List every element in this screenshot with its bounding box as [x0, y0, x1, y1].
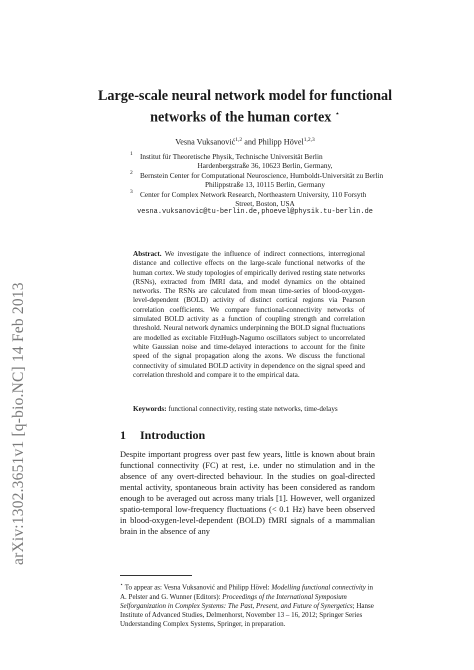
paper-title: [90, 88, 400, 127]
abstract-label: Abstract.: [133, 250, 162, 258]
title-footnote-mark: ⋆: [334, 109, 340, 118]
abstract: [133, 250, 365, 380]
affiliation-line: Bernstein Center for Computational Neuroscience, Humboldt-Universität zu Berlin: [140, 170, 384, 180]
affiliation-line: Center for Complex Network Research, Northeastern University, 110 Forsyth: [140, 189, 367, 199]
author-emails[interactable]: vesna.vuksanovic@tu-berlin.de,phoevel@physik.tu-berlin.de: [137, 208, 373, 217]
footnote-lead: To appear as: Vesna Vuksanović and Philipp Hövel:: [124, 583, 272, 592]
author-name: Vesna Vuksanović: [175, 137, 236, 147]
title-line-2: networks of the human cortex: [150, 109, 332, 126]
footnote-italic: Proceedings of the International Symposium Selforganization in Complex Systems: The Past, Present, and Future of Synergetics: [120, 592, 353, 610]
affiliation: [130, 190, 390, 209]
introduction-paragraph: Despite important progress over past few years, little is known about brain functional connectivity (FC) at rest, i.e. under no stimulation and in the absence of any overt-directed behaviour. In the studies on goal-directed mental activity, spontaneous brain activity has been considered as random enough to be averaged out across many trials [1]. However, well organized spatio-temporal low-frequency fluctuations (< 0.1 Hz) have been observed in blood-oxygen-level-dependent (BOLD) fMRI signals of a mammalian brain in the absence of any: [120, 450, 375, 536]
author-name: Philipp Hövel: [258, 137, 304, 147]
author-connector: and: [244, 137, 257, 147]
affiliation: [130, 152, 390, 171]
section-title: Introduction: [140, 428, 206, 442]
section-heading: [120, 428, 205, 443]
keywords: [133, 405, 373, 413]
keywords-label: Keywords:: [133, 405, 167, 413]
affiliation-line: Street, Boston, USA: [235, 199, 295, 209]
introduction-body: [120, 449, 375, 537]
title-line-1: Large-scale neural network model for functional: [97, 88, 393, 104]
affiliation-number: 2: [130, 169, 133, 176]
section-number: 1: [120, 428, 126, 442]
affiliation-line: Institut für Theoretische Physik, Technische Universität Berlin: [140, 152, 323, 161]
affiliation: [130, 171, 390, 190]
abstract-text: We investigate the influence of indirect connections, interregional distance and collective effects on the large-scale functional networks of the human cortex. We study topologies of empirically derived resting state networks (RSNs), extracted from fMRI data, and model dynamics on the obtained networks. The RSNs are calculated from mean time-series of blood-oxygen-level-dependent (BOLD) activity of distinct cortical regions via Pearson correlation coefficients. We compare functional-connectivity networks of simulated BOLD activity as a function of coupling strength and correlation threshold. Neural network dynamics underpinning the BOLD signal fluctuations are modelled as excitable FitzHugh-Nagumo oscillators subject to uncorrelated white Gaussian noise and time-delayed interactions to account for the finite speed of the signal propagation along the axons. We discuss the functional connectivity of simulated BOLD activity in dependence on the signal speed and correlation threshold and compare it to the empirical data.: [133, 250, 365, 379]
affiliation-line: Philippstraße 13, 10115 Berlin, Germany: [204, 180, 326, 190]
affiliation-list: [130, 152, 390, 218]
footnote-italic: Modelling functional connectivity: [271, 583, 366, 592]
arxiv-identifier: arXiv:1302.3651v1 [q-bio.NC] 14 Feb 2013: [10, 282, 27, 565]
footnote: [120, 581, 375, 629]
affiliation-number: 3: [130, 188, 133, 195]
footnote-text: in A. Pelster and G. Wunner (Editors):: [120, 583, 374, 601]
footnote-text: ; Hanse Institute of Advanced Studies, Delmenhorst, November 13 – 16, 2012; Springer Series Understanding Complex Systems, Springer, in preparation.: [120, 601, 374, 629]
author-affiliation-marks: 1,2,3: [303, 137, 315, 143]
affiliation-line: Hardenbergstraße 36, 10623 Berlin, Germany,: [197, 161, 333, 171]
author-affiliation-marks: 1,2: [235, 137, 243, 143]
author-list: [80, 137, 410, 147]
affiliation-number: 1: [130, 151, 133, 157]
footnote-rule: [120, 575, 192, 576]
keywords-text: functional connectivity, resting state networks, time-delays: [168, 405, 338, 413]
footnote-mark: ⋆: [120, 583, 124, 588]
